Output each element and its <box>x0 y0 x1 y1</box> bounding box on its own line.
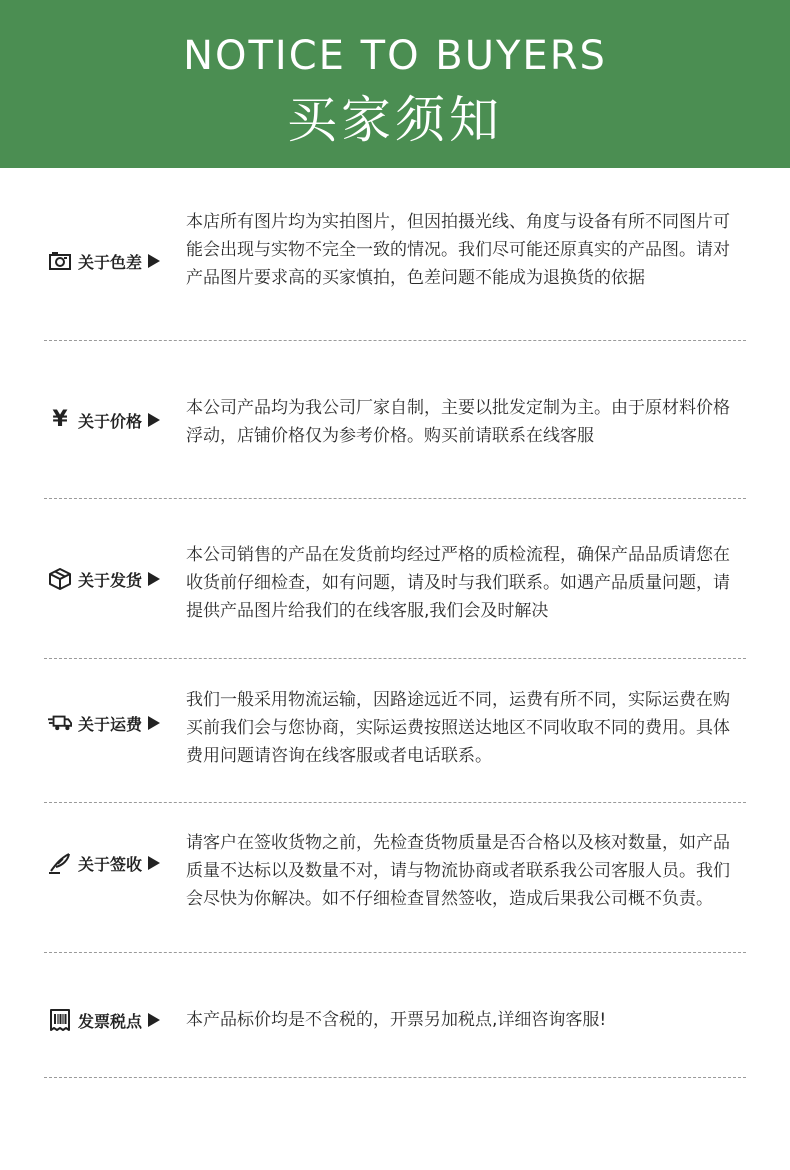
signing-pen-icon <box>48 851 72 875</box>
section-text: 我们一般采用物流运输，因路途远近不同，运费有所不同，实际运费在购买前我们会与您协商，实际运费按照送达地区不同收取不同的费用。具体费用问题请咨询在线客服或者电话联系。 <box>186 690 730 766</box>
divider <box>44 952 746 953</box>
section-label-price <box>48 408 160 432</box>
section-label-receipt <box>48 851 160 875</box>
arrow-right-icon <box>148 856 160 870</box>
section-label-text: 关于运费 <box>78 714 143 734</box>
package-icon <box>48 567 72 591</box>
section-text: 本产品标价均是不含税的，开票另加税点,详细咨询客服! <box>186 1010 607 1030</box>
section-label-freight <box>48 711 160 735</box>
invoice-icon <box>48 1008 72 1032</box>
divider <box>44 802 746 803</box>
arrow-right-icon <box>148 413 160 427</box>
section-text: 本公司销售的产品在发货前均经过严格的质检流程，确保产品品质请您在收货前仔细检查，如有问题，请及时与我们联系。如遇产品质量问题，请提供产品图片给我们的在线客服,我们会及时解决 <box>186 545 730 621</box>
section-label-invoice <box>48 1008 160 1032</box>
camera-icon <box>48 249 72 273</box>
arrow-right-icon <box>148 572 160 586</box>
section-text: 本公司产品均为我公司厂家自制，主要以批发定制为主。由于原材料价格浮动，店铺价格仅为参考价格。购买前请联系在线客服 <box>186 398 730 446</box>
yen-icon: ¥ <box>52 407 68 432</box>
section-label-text: 关于价格 <box>78 411 143 431</box>
section-label-color <box>48 249 160 273</box>
section-text: 请客户在签收货物之前，先检查货物质量是否合格以及核对数量，如产品质量不达标以及数量不对，请与物流协商或者联系我公司客服人员。我们会尽快为你解决。如不仔细检查冒然签收，造成后果我公司概不负责。 <box>186 833 730 909</box>
divider <box>44 658 746 659</box>
divider <box>44 1077 746 1078</box>
title-en: NOTICE TO BUYERS <box>183 33 607 79</box>
title-cn: 买家须知 <box>287 91 503 149</box>
section-label-text: 关于发货 <box>78 570 143 590</box>
section-label-shipping <box>48 567 160 591</box>
divider <box>44 340 746 341</box>
section-label-text: 关于签收 <box>78 854 143 874</box>
section-text: 本店所有图片均为实拍图片，但因拍摄光线、角度与设备有所不同图片可能会出现与实物不完全一致的情况。我们尽可能还原真实的产品图。请对产品图片要求高的买家慎拍，色差问题不能成为退换货的依据 <box>186 212 730 288</box>
section-label-text: 关于色差 <box>78 252 143 272</box>
divider <box>44 498 746 499</box>
arrow-right-icon <box>148 254 160 268</box>
section-label-text: 发票税点 <box>78 1011 143 1031</box>
header-banner <box>0 0 790 168</box>
delivery-truck-icon <box>48 711 72 735</box>
arrow-right-icon <box>148 1013 160 1027</box>
arrow-right-icon <box>148 716 160 730</box>
